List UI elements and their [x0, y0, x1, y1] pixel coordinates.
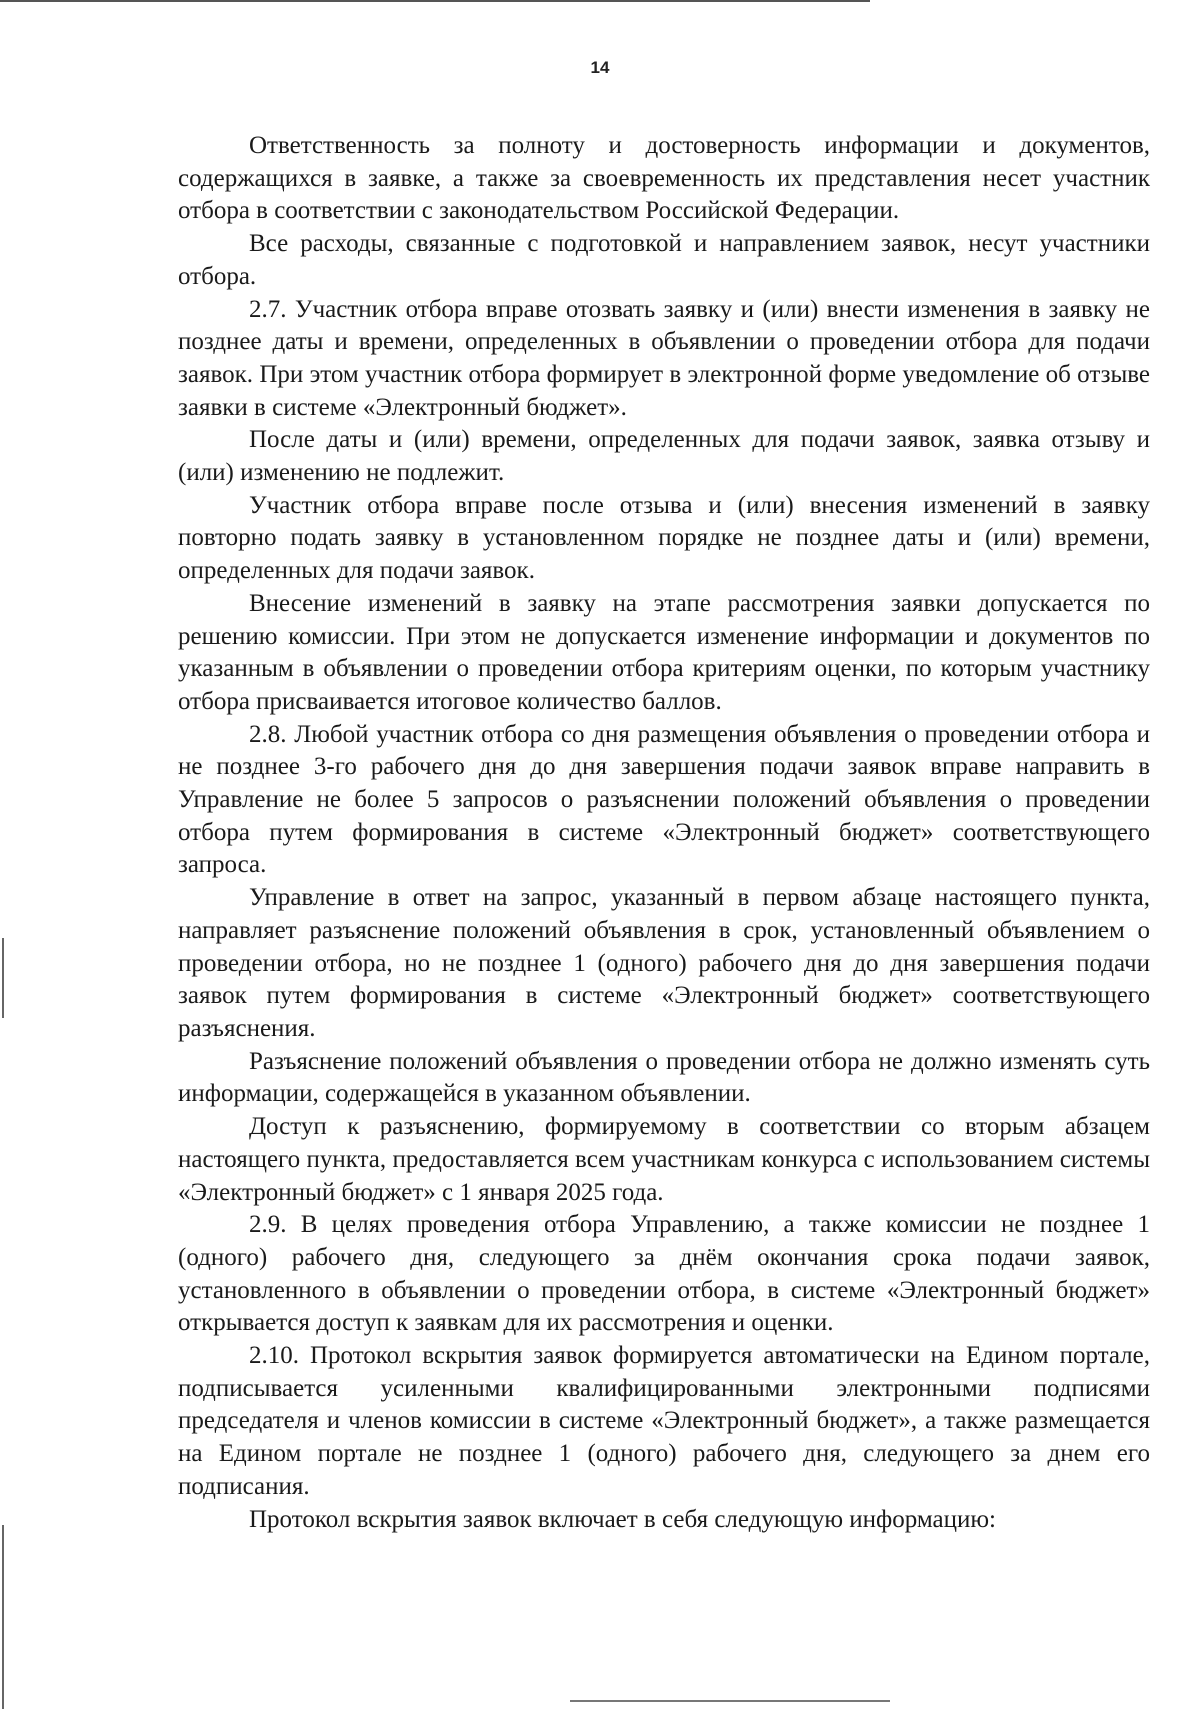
paragraph: 2.9. В целях проведения отбора Управлению, а также комиссии не позднее 1 (одного) рабочего дня, следующего за днём окончания срока подачи заявок, установленного в объявлении о проведении отбора, в системе «Электронный бюджет» открывается доступ к заявкам для их рассмотрения и оценки. [178, 1211, 1150, 1337]
document-body [178, 130, 1150, 1536]
scan-margin-mark [2, 1525, 4, 1709]
paragraph: 2.8. Любой участник отбора со дня размещения объявления о проведении отбора и не позднее 3-го рабочего дня до дня завершения подачи заявок вправе направить в Управление не более 5 запросов о разъяснении положений объявления о проведении отбора путем формирования в системе «Электронный бюджет» соответствующего запроса. [178, 720, 1150, 879]
paragraph: Протокол вскрытия заявок включает в себя следующую информацию: [249, 1505, 996, 1533]
scan-margin-mark [2, 938, 4, 1018]
scan-border-top [0, 0, 870, 2]
paragraph: 2.10. Протокол вскрытия заявок формируется автоматически на Едином портале, подписывается усиленными квалифицированными электронными подписями председателя и членов комиссии в системе «Электронный бюджет», а также размещается на Едином портале не позднее 1 (одного) рабочего дня, следующего за днем его подписания. [178, 1342, 1150, 1500]
paragraph: Ответственность за полноту и достоверность информации и документов, содержащихся в заявке, а также за своевременность их представления несет участник отбора в соответствии с законодательством Российской Федерации. [178, 132, 1150, 225]
paragraph: Доступ к разъяснению, формируемому в соответствии со вторым абзацем настоящего пункта, предоставляется всем участникам конкурса с использованием системы «Электронный бюджет» с 1 января 2025 года. [178, 1113, 1150, 1206]
scan-border-bottom [570, 1700, 890, 1702]
paragraph: Управление в ответ на запрос, указанный в первом абзаце настоящего пункта, направляет разъяснение положений объявления в срок, установленный объявлением о проведении отбора, но не позднее 1 (одного) рабочего дня до дня завершения подачи заявок путем формирования в системе «Электронный бюджет» соответствующего разъяснения. [178, 884, 1150, 1042]
page-number: 14 [590, 58, 610, 77]
paragraph: После даты и (или) времени, определенных для подачи заявок, заявка отзыву и (или) изменению не подлежит. [178, 426, 1150, 487]
paragraph: Все расходы, связанные с подготовкой и направлением заявок, несут участники отбора. [178, 230, 1150, 290]
paragraph: Разъяснение положений объявления о проведении отбора не должно изменять суть информации, содержащейся в указанном объявлении. [178, 1047, 1150, 1108]
paragraph: Участник отбора вправе после отзыва и (или) внесения изменений в заявку повторно подать заявку в установленном порядке не позднее даты и (или) времени, определенных для подачи заявок. [178, 491, 1150, 585]
paragraph: 2.7. Участник отбора вправе отозвать заявку и (или) внести изменения в заявку не позднее даты и времени, определенных в объявлении о проведении отбора для подачи заявок. При этом участник отбора формирует в электронной форме уведомление об отзыве заявки в системе «Электронный бюджет». [178, 295, 1150, 421]
paragraph: Внесение изменений в заявку на этапе рассмотрения заявки допускается по решению комиссии. При этом не допускается изменение информации и документов по указанным в объявлении о проведении отбора критериям оценки, по которым участнику отбора присваивается итоговое количество баллов. [178, 589, 1150, 715]
